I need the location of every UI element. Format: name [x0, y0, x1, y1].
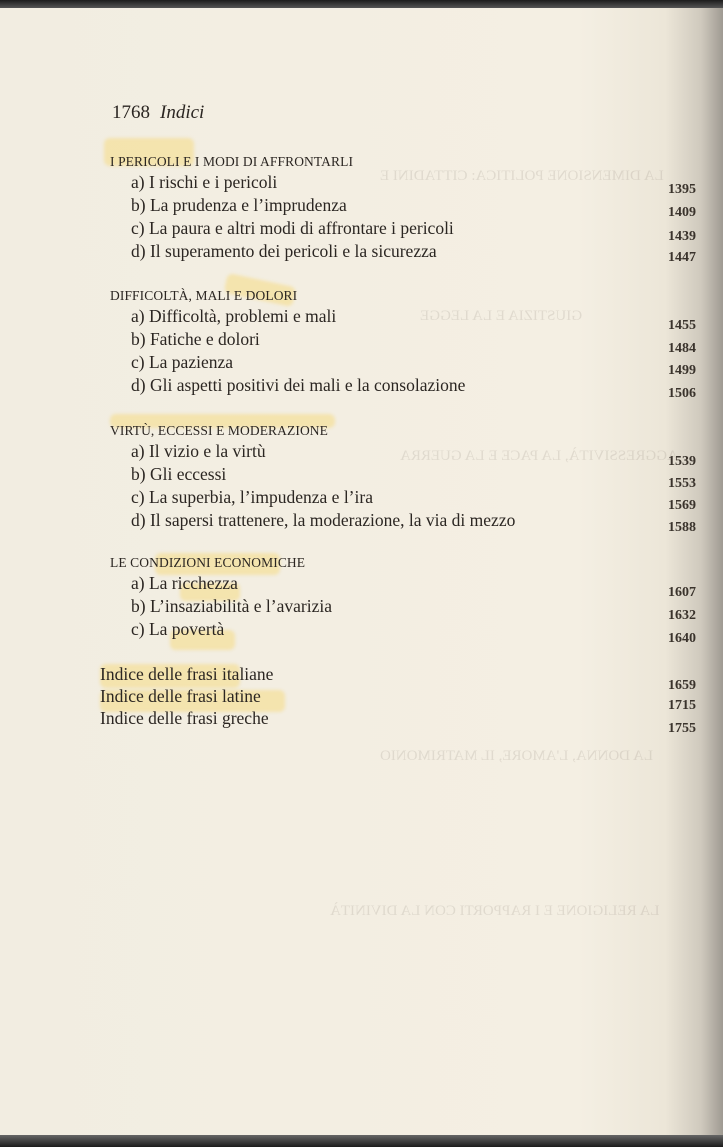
index-entry: b) Gli eccessi	[131, 464, 227, 484]
index-entry: c) La superbia, l’impudenza e l’ira	[131, 487, 373, 507]
index-entry: c) La paura e altri modi di affrontare i pericoli	[131, 218, 454, 238]
page-reference: 1539	[668, 454, 696, 469]
section-heading: LE CONDIZIONI ECONOMICHE	[110, 555, 306, 570]
page-reference: 1455	[668, 318, 696, 333]
section-heading: VIRTÙ, ECCESSI E MODERAZIONE	[110, 423, 328, 438]
index-entry: a) Il vizio e la virtù	[131, 441, 266, 461]
index-entry: b) L’insaziabilità e l’avarizia	[131, 596, 332, 616]
page-reference: 1395	[668, 182, 696, 197]
bleed-through: LA DIMENSIONE POLITICA: CITTADINI E	[380, 168, 664, 184]
page-reference: 1659	[668, 678, 696, 693]
page-reference: 1755	[668, 721, 696, 736]
index-entry: d) Il sapersi trattenere, la moderazione, la via di mezzo	[131, 510, 516, 530]
index-entry: a) La ricchezza	[131, 573, 238, 593]
scan-bottom-edge	[0, 1135, 723, 1147]
index-title: Indice delle frasi italiane	[100, 664, 274, 684]
index-entry: c) La pazienza	[131, 352, 234, 372]
page-reference: 1439	[668, 229, 696, 244]
page-reference: 1499	[668, 363, 696, 378]
index-entry: a) I rischi e i pericoli	[131, 172, 278, 192]
page-reference: 1569	[668, 498, 696, 513]
index-entry: d) Gli aspetti positivi dei mali e la consolazione	[131, 375, 466, 395]
page-reference: 1640	[668, 631, 696, 646]
page-reference: 1607	[668, 585, 696, 600]
index-entry: b) Fatiche e dolori	[131, 329, 260, 349]
bleed-through: GIUSTIZIA E LA LEGGE	[420, 308, 583, 324]
page-reference: 1447	[668, 250, 696, 265]
section-heading: DIFFICOLTÀ, MALI E DOLORI	[110, 288, 298, 303]
bleed-through: LA DONNA, L'AMORE, IL MATRIMONIO	[380, 748, 653, 764]
index-title: Indice delle frasi greche	[100, 708, 269, 728]
index-entry: a) Difficoltà, problemi e mali	[131, 306, 337, 326]
bleed-through: AGGRESSIVITÀ, LA PACE E LA GUERRA	[400, 448, 678, 464]
section-heading: I PERICOLI E I MODI DI AFFRONTARLI	[110, 154, 354, 169]
page-reference: 1715	[668, 698, 696, 713]
index-entry: d) Il superamento dei pericoli e la sicurezza	[131, 241, 437, 261]
book-page	[0, 8, 723, 1136]
page-reference: 1484	[668, 341, 696, 356]
index-title: Indice delle frasi latine	[100, 686, 261, 706]
running-header	[112, 102, 204, 124]
page-reference: 1553	[668, 476, 696, 491]
page-number: 1768	[112, 102, 150, 123]
page-reference: 1588	[668, 520, 696, 535]
running-title: Indici	[160, 102, 205, 123]
page-reference: 1409	[668, 205, 696, 220]
index-entry: c) La povertà	[131, 619, 225, 639]
index-entry: b) La prudenza e l’imprudenza	[131, 195, 347, 215]
page-reference: 1506	[668, 386, 696, 401]
bleed-through: LA RELIGIONE E I RAPPORTI CON LA DIVINITÀ	[330, 903, 660, 919]
page-reference: 1632	[668, 608, 696, 623]
